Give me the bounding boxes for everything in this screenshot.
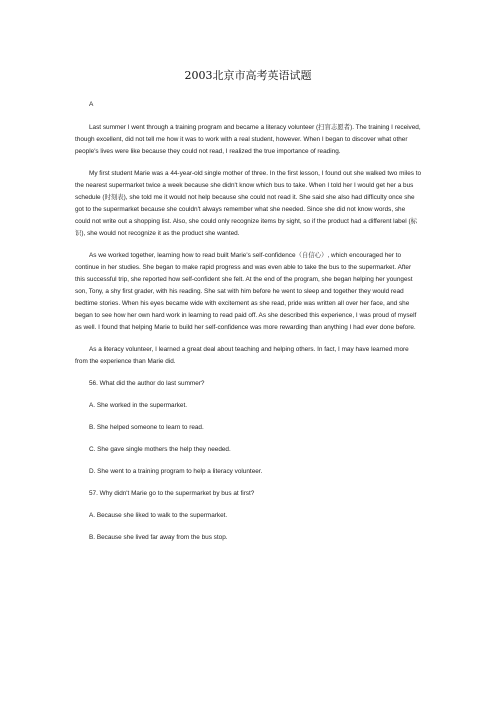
paragraph: My first student Marie was a 44-year-old single mother of three. In the first lesson, I found out she walked two miles to the nearest supermarket twice a week because she didn't know which bus to take. When I told her I would get her a bus schedule (时刻表), she told me it would not help because she could not read it. She said she also had difficulty once she got to the supermarket because she couldn't always remember what she needed. Since she did not know words, she could not write out a shopping list. Also, she could only recognize items by sight, so if the product had a different label (标识), she would not recognize it as the product she wanted. <box>75 170 422 237</box>
question-56: 56. What did the author do last summer? <box>89 380 205 387</box>
option-b: B. Because she lived far away from the bus stop. <box>89 534 228 541</box>
paragraph: As a literacy volunteer, I learned a great deal about teaching and helping others. In fact, I may have learned more from the experience than Marie did. <box>75 346 409 365</box>
paragraph: Last summer I went through a training program and became a literacy volunteer (扫盲志愿者). The training I received, though excellent, did not tell me how it was to work with a real student, however. When I began to discover what other people's lives were like because they could not read, I realized the true importance of reading. <box>75 124 421 155</box>
option-a: A. She worked in the supermarket. <box>89 402 188 409</box>
option-b: B. She helped someone to learn to read. <box>89 424 204 431</box>
option-d: D. She went to a training program to help a literacy volunteer. <box>89 468 263 475</box>
document-body <box>75 101 422 554</box>
option-a: A. Because she liked to walk to the supermarket. <box>89 512 228 519</box>
document-title: 2003北京市高考英语试题 <box>184 69 312 82</box>
question-57: 57. Why didn't Marie go to the supermarket by bus at first? <box>89 490 255 497</box>
section-label: A <box>89 101 94 108</box>
option-c: C. She gave single mothers the help they needed. <box>89 446 231 453</box>
paragraph: As we worked together, learning how to read built Marie's self-confidence（自信心）, which encouraged her to continue in her studies. She began to make rapid progress and was even able to take the bus to the supermarket. After this successful trip, she reported how self-confident she felt. At the end of the program, she began helping her youngest son, Tony, a shy first grader, with his reading. She sat with him before he went to sleep and together they would read bedtime stories. When his eyes became wide with excitement as she read, pride was written all over her face, and she began to see how her own hard work in learning to read paid off. As she described this experience, I was proud of myself as well. I found that helping Marie to build her self-confidence was more rewarding than anything I had ever done before. <box>75 252 417 331</box>
